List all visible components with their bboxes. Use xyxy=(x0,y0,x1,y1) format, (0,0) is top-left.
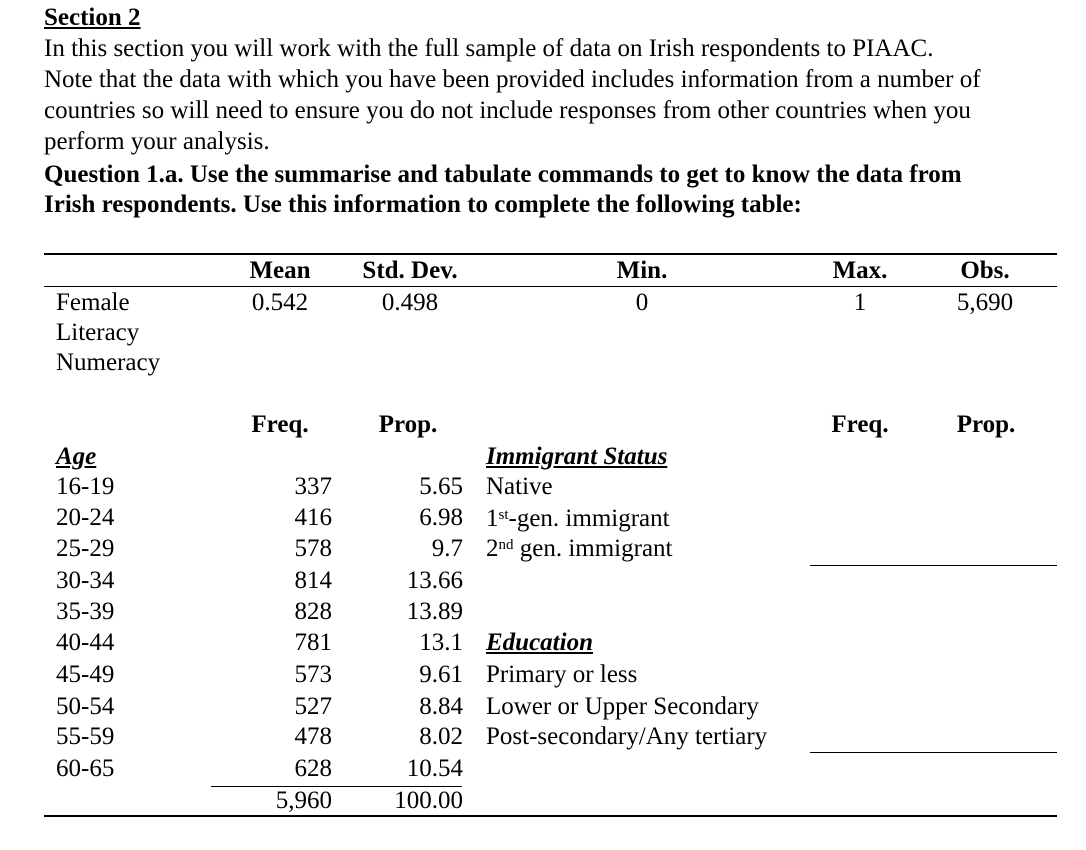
age-freq: 573 xyxy=(294,661,332,688)
education-total-rule xyxy=(810,752,1057,753)
table-bottom-rule xyxy=(44,815,1057,817)
age-label: 40-44 xyxy=(56,629,115,656)
intro-line-2: Note that the data with which you have been provided includes information from a number of xyxy=(44,66,981,93)
table-top-rule xyxy=(44,253,1057,255)
age-prop: 10.54 xyxy=(406,755,463,782)
age-freq: 781 xyxy=(294,629,332,656)
header-prop: Prop. xyxy=(378,411,438,438)
header-freq-right: Freq. xyxy=(831,411,889,438)
question-line-2: Irish respondents. Use this information to complete the following table: xyxy=(44,191,802,218)
age-label: 60-65 xyxy=(56,755,115,782)
age-prop: 8.84 xyxy=(419,693,463,720)
age-label: 55-59 xyxy=(56,723,115,750)
header-freq: Freq. xyxy=(251,411,309,438)
header-max: Max. xyxy=(832,257,888,284)
immigrant-first-gen: 1st-gen. immigrant xyxy=(486,505,670,532)
age-freq: 814 xyxy=(294,567,332,594)
age-freq: 416 xyxy=(294,504,332,531)
age-freq: 527 xyxy=(294,693,332,720)
age-prop: 6.98 xyxy=(419,504,463,531)
immigrant-second-gen: 2nd gen. immigrant xyxy=(486,535,673,562)
intro-line-4: perform your analysis. xyxy=(44,128,270,155)
intro-line-3: countries so will need to ensure you do not include responses from other countries when you xyxy=(44,97,971,124)
row-label-numeracy: Numeracy xyxy=(56,349,161,376)
immigrant-native: Native xyxy=(486,473,553,500)
intro-line-1: In this section you will work with the full sample of data on Irish respondents to PIAAC. xyxy=(44,35,934,62)
age-label: 45-49 xyxy=(56,661,115,688)
age-heading: Age xyxy=(56,443,97,470)
education-primary: Primary or less xyxy=(486,661,638,688)
age-prop: 13.66 xyxy=(406,567,463,594)
education-tertiary: Post-secondary/Any tertiary xyxy=(486,723,768,750)
age-prop: 9.61 xyxy=(419,661,463,688)
female-sd: 0.498 xyxy=(381,289,439,316)
education-secondary: Lower or Upper Secondary xyxy=(486,693,759,720)
age-total-prop: 100.00 xyxy=(394,787,463,814)
header-rule xyxy=(44,286,1057,287)
age-freq: 578 xyxy=(294,535,332,562)
age-prop: 9.7 xyxy=(431,535,463,562)
age-freq: 828 xyxy=(294,598,332,625)
header-std-dev: Std. Dev. xyxy=(362,257,458,284)
header-obs: Obs. xyxy=(960,257,1010,284)
age-freq: 478 xyxy=(294,723,332,750)
age-label: 30-34 xyxy=(56,567,115,594)
age-label: 20-24 xyxy=(56,504,115,531)
age-prop: 8.02 xyxy=(419,723,463,750)
row-label-female: Female xyxy=(56,289,130,316)
age-label: 35-39 xyxy=(56,598,115,625)
female-obs: 5,690 xyxy=(956,289,1014,316)
education-heading: Education xyxy=(486,629,593,656)
immigrant-total-rule xyxy=(810,565,1057,566)
age-label: 25-29 xyxy=(56,535,115,562)
female-min: 0 xyxy=(635,289,649,316)
immigrant-heading: Immigrant Status xyxy=(486,443,668,470)
age-prop: 5.65 xyxy=(419,473,463,500)
header-min: Min. xyxy=(616,257,668,284)
age-prop: 13.89 xyxy=(406,598,463,625)
row-label-literacy: Literacy xyxy=(56,319,140,346)
header-prop-right: Prop. xyxy=(956,411,1016,438)
age-total-freq: 5,960 xyxy=(275,787,332,814)
female-max: 1 xyxy=(853,289,867,316)
age-freq: 628 xyxy=(294,755,332,782)
section-title: Section 2 xyxy=(44,4,141,31)
age-freq: 337 xyxy=(294,473,332,500)
female-mean: 0.542 xyxy=(251,289,309,316)
age-prop: 13.1 xyxy=(419,629,463,656)
header-mean: Mean xyxy=(249,257,311,284)
age-label: 50-54 xyxy=(56,693,115,720)
question-line-1: Question 1.a. Use the summarise and tabulate commands to get to know the data from xyxy=(44,161,962,188)
age-label: 16-19 xyxy=(56,473,115,500)
